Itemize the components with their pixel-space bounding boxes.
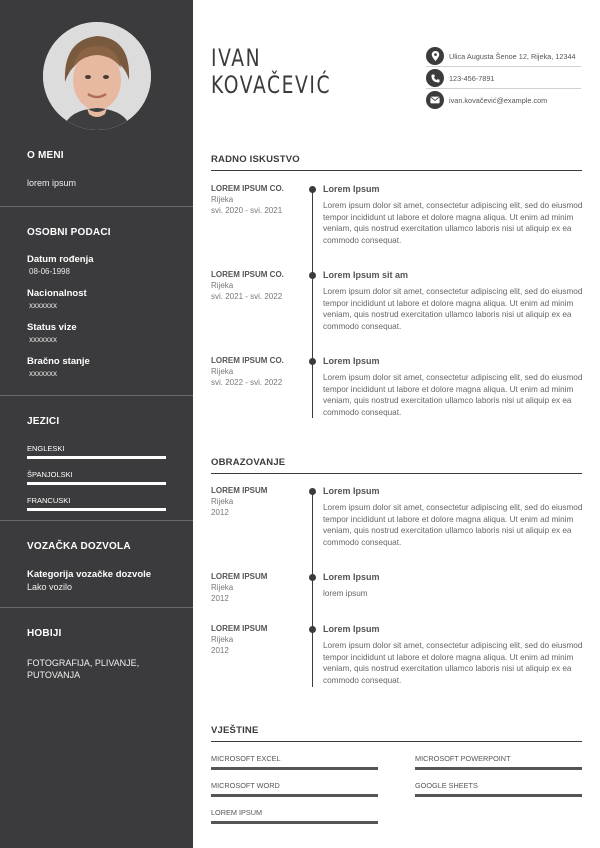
language-name: FRANCUSKI <box>27 496 71 505</box>
language-item <box>0 444 193 459</box>
about-text: lorem ipsum <box>27 178 77 188</box>
personal-value: 08-06-1998 <box>29 267 70 276</box>
contact-email <box>426 89 581 111</box>
timeline-dot <box>309 272 316 279</box>
entry-date: svi. 2021 - svi. 2022 <box>211 292 283 301</box>
last-name: KOVAČEVIĆ <box>211 71 332 99</box>
personal-label: Datum rođenja <box>27 254 94 265</box>
personal-value: xxxxxxx <box>29 335 57 344</box>
experience-timeline <box>312 188 313 418</box>
entry-org: LOREM IPSUM <box>211 572 268 581</box>
license-label: Kategorija vozačke dozvole <box>27 569 152 580</box>
skill-level-bar <box>211 794 378 797</box>
skill-name: LOREM IPSUM <box>211 808 263 817</box>
entry-heading: Lorem Ipsum <box>323 486 380 496</box>
skill-item <box>211 754 378 770</box>
entry-city: Rijeka <box>211 367 234 376</box>
skills-title: VJEŠTINE <box>211 725 259 736</box>
entry-description: Lorem ipsum dolor sit amet, consectetur adipiscing elit, sed do eiusmod tempor incididunt ut labore et dolore magna aliqua. Ut enim ad minim veniam, quis nostrud exercitation ullamco laboris nisi ut aliquip ex ea commodo consequat. <box>323 641 583 685</box>
location-pin-icon <box>426 47 444 65</box>
education-rule <box>211 473 582 474</box>
timeline-dot <box>309 488 316 495</box>
entry-org: LOREM IPSUM <box>211 486 268 495</box>
timeline-dot <box>309 626 316 633</box>
phone-icon <box>426 69 444 87</box>
personal-section <box>0 227 193 378</box>
entry-city: Rijeka <box>211 281 234 290</box>
entry-heading: Lorem Ipsum <box>323 356 380 366</box>
entry-org: LOREM IPSUM CO. <box>211 270 284 279</box>
entry-date: 2012 <box>211 594 229 603</box>
sidebar <box>0 0 193 848</box>
skill-level-bar <box>415 794 582 797</box>
license-value: Lako vozilo <box>27 582 73 592</box>
entry-heading: Lorem Ipsum <box>323 624 380 634</box>
personal-value: xxxxxxx <box>29 301 57 310</box>
skill-level-bar <box>211 767 378 770</box>
skill-item <box>415 754 582 770</box>
personal-item <box>0 322 193 344</box>
email-icon <box>426 91 444 109</box>
timeline-dot <box>309 186 316 193</box>
profile-photo-illustration <box>43 22 151 130</box>
first-name: IVAN <box>211 44 262 72</box>
skill-name: MICROSOFT POWERPOINT <box>415 754 511 763</box>
email-text[interactable]: ivan.kovačević@example.com <box>449 95 548 105</box>
entry-city: Rijeka <box>211 583 234 592</box>
personal-value: xxxxxxx <box>29 369 57 378</box>
about-section <box>0 150 193 188</box>
entry-city: Rijeka <box>211 195 234 204</box>
entry-city: Rijeka <box>211 497 234 506</box>
phone-text[interactable]: 123-456-7891 <box>449 73 495 83</box>
language-item <box>0 470 193 485</box>
entry-date: 2012 <box>211 646 229 655</box>
education-timeline <box>312 490 313 687</box>
entry-description: Lorem ipsum dolor sit amet, consectetur adipiscing elit, sed do eiusmod tempor incididunt ut labore et dolore magna aliqua. Ut enim ad minim veniam, quis nostrud exercitation ullamco laboris nisi ut aliquip ex ea commodo consequat. <box>323 201 583 245</box>
sidebar-divider <box>0 206 193 207</box>
personal-label: Bračno stanje <box>27 356 90 367</box>
sidebar-divider <box>0 520 193 521</box>
entry-description: Lorem ipsum dolor sit amet, consectetur adipiscing elit, sed do eiusmod tempor incididunt ut labore et dolore magna aliqua. Ut enim ad minim veniam, quis nostrud exercitation ullamco laboris nisi ut aliquip ex ea commodo consequat. <box>323 287 583 331</box>
language-item <box>0 496 193 511</box>
skill-name: MICROSOFT WORD <box>211 781 280 790</box>
skill-name: GOOGLE SHEETS <box>415 781 478 790</box>
skill-level-bar <box>415 767 582 770</box>
sidebar-divider <box>0 395 193 396</box>
entry-org: LOREM IPSUM CO. <box>211 356 284 365</box>
entry-org: LOREM IPSUM <box>211 624 268 633</box>
sidebar-divider <box>0 607 193 608</box>
language-level-bar <box>27 482 166 485</box>
entry-description: Lorem ipsum dolor sit amet, consectetur adipiscing elit, sed do eiusmod tempor incididunt ut labore et dolore magna aliqua. Ut enim ad minim veniam, quis nostrud exercitation ullamco laboris nisi ut aliquip ex ea commodo consequat. <box>323 373 583 417</box>
personal-label: Nacionalnost <box>27 288 87 299</box>
hobbies-text: PUTOVANJA <box>27 670 81 680</box>
person-name <box>211 45 331 99</box>
hobbies-text: FOTOGRAFIJA, PLIVANJE, <box>27 658 140 668</box>
language-name: ENGLESKI <box>27 444 65 453</box>
skill-item <box>415 781 582 797</box>
about-title: O MENI <box>27 150 64 161</box>
language-name: ŠPANJOLSKI <box>27 470 73 479</box>
personal-title: OSOBNI PODACI <box>27 227 111 238</box>
education-title: OBRAZOVANJE <box>211 457 286 468</box>
timeline-dot <box>309 574 316 581</box>
experience-rule <box>211 170 582 171</box>
hobbies-section <box>0 628 193 681</box>
personal-item <box>0 254 193 276</box>
personal-item <box>0 356 193 378</box>
license-section <box>0 541 193 592</box>
skill-level-bar <box>211 821 378 824</box>
entry-heading: Lorem Ipsum sit am <box>323 270 409 280</box>
hobbies-title: HOBIJI <box>27 628 62 639</box>
language-level-bar <box>27 456 166 459</box>
personal-item <box>0 288 193 310</box>
license-title: VOZAČKA DOZVOLA <box>27 541 131 552</box>
entry-description: lorem ipsum <box>323 589 368 598</box>
languages-title: JEZICI <box>27 416 60 427</box>
entry-description: Lorem ipsum dolor sit amet, consectetur adipiscing elit, sed do eiusmod tempor incididunt ut labore et dolore magna aliqua. Ut enim ad minim veniam, quis nostrud exercitation ullamco laboris nisi ut aliquip ex ea commodo consequat. <box>323 503 583 547</box>
experience-title: RADNO ISKUSTVO <box>211 154 300 165</box>
skill-name: MICROSOFT EXCEL <box>211 754 281 763</box>
entry-heading: Lorem Ipsum <box>323 184 380 194</box>
entry-date: svi. 2020 - svi. 2021 <box>211 206 283 215</box>
entry-date: 2012 <box>211 508 229 517</box>
personal-label: Status vize <box>27 322 77 333</box>
profile-photo <box>43 22 151 130</box>
timeline-dot <box>309 358 316 365</box>
skill-item <box>211 808 378 824</box>
entry-heading: Lorem Ipsum <box>323 572 380 582</box>
address-text: Ulica Augusta Šenoe 12, Rijeka, 12344 <box>449 51 576 61</box>
entry-city: Rijeka <box>211 635 234 644</box>
entry-org: LOREM IPSUM CO. <box>211 184 284 193</box>
languages-section <box>0 416 193 511</box>
language-level-bar <box>27 508 166 511</box>
contact-phone <box>426 67 581 89</box>
contact-address <box>426 45 581 67</box>
skills-rule <box>211 741 582 742</box>
skill-item <box>211 781 378 797</box>
entry-date: svi. 2022 - svi. 2022 <box>211 378 283 387</box>
